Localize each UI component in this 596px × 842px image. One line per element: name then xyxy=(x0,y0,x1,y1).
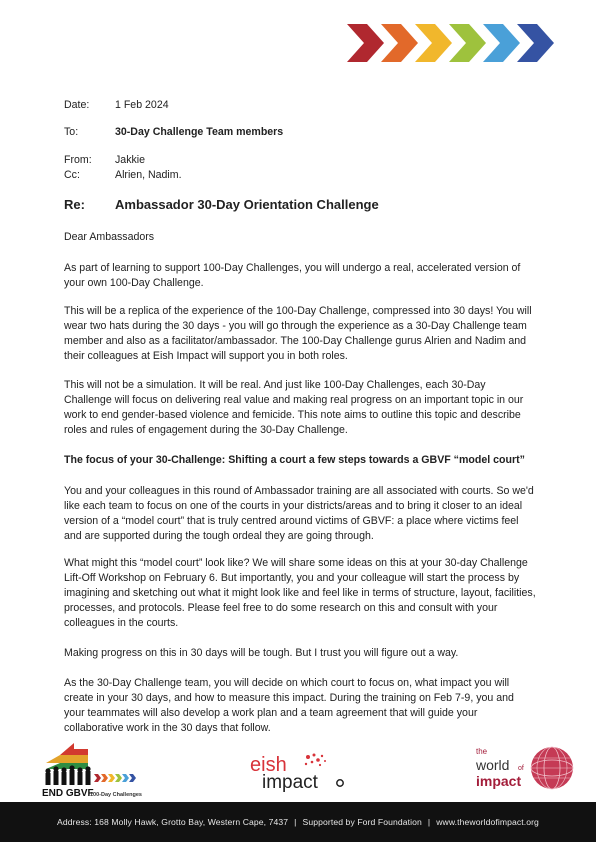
impact-text: impact xyxy=(262,772,318,793)
paragraph-6: Making progress on this in 30 days will be tough. But I trust you will figure out a way. xyxy=(64,647,459,659)
memo-re-row xyxy=(64,198,544,212)
end-gbvf-subtext: 100-Day Challenges xyxy=(90,792,142,798)
footer-address: Address: 168 Molly Hawk, Grotto Bay, Western Cape, 7437 xyxy=(57,817,289,827)
memo-date-row xyxy=(64,98,544,112)
memo-to-row xyxy=(64,125,544,139)
world-of-impact-logo xyxy=(472,744,576,796)
chevron-yellow xyxy=(415,24,452,62)
to-label: To: xyxy=(64,126,79,138)
footer-website: www.theworldofimpact.org xyxy=(436,817,539,827)
date-value: 1 Feb 2024 xyxy=(115,99,169,111)
chevron-green xyxy=(449,24,486,62)
cc-label: Cc: xyxy=(64,169,80,181)
cc-value: Alrien, Nadim. xyxy=(115,169,182,181)
footer-separator-2: | xyxy=(427,817,431,827)
paragraph-3: This will not be a simulation. It will be real. And just like 100-Day Challenges, each 30-Day Challenge will focus on delivering real value and making real progress on an important topic in our work to end gender-based violence and femicide. This note aims to outline this topic and describe roles and rules of engagement during the 30-Day Challenge. xyxy=(64,379,524,436)
paragraph-1: As part of learning to support 100-Day Challenges, you will undergo a real, accelerated version of your own 100-Day Challenge. xyxy=(64,262,521,289)
chevron-blue xyxy=(483,24,520,62)
globe-icon xyxy=(531,747,573,789)
world-of-text: of xyxy=(518,765,524,772)
memo-cc-row xyxy=(64,168,544,182)
salutation: Dear Ambassadors xyxy=(64,231,155,243)
world-impact-text: impact xyxy=(476,773,522,789)
memo-from-row xyxy=(64,153,544,167)
chevron-orange xyxy=(381,24,418,62)
re-value: Ambassador 30-Day Orientation Challenge xyxy=(115,197,379,212)
date-label: Date: xyxy=(64,99,90,111)
re-label: Re: xyxy=(64,197,85,212)
chevron-navy xyxy=(517,24,554,62)
paragraph-7: As the 30-Day Challenge team, you will decide on which court to focus on, what impact you will create in your 30 days, and how to measure this impact. During the training on Feb 7-9, you and your teammates will also develop a work plan and a team agreement that will guide your collaborative work in the 30 days that follow. xyxy=(64,677,514,734)
to-value: 30-Day Challenge Team members xyxy=(115,126,284,138)
paragraph-5: What might this “model court” look like? We will share some ideas on this at your 30-day Challenge Lift-Off Workshop on February 6. But importantly, you and your colleague will start the process by imagining and sketching out what it might look like and feel like in terms of structure, layout, facilities, processes, and protocols. Please feel free to do some research on this and consult with your colleagues in the courts. xyxy=(64,557,536,629)
section-heading: The focus of your 30-Challenge: Shifting a court a few steps towards a GBVF “model court” xyxy=(64,454,525,466)
eish-impact-logo xyxy=(246,751,350,793)
from-value: Jakkie xyxy=(115,154,146,166)
paragraph-2: This will be a replica of the experience of the 100-Day Challenge, compressed into 30 days! You will wear two hats during the 30 days - you will go through the experience as a 30-Day Challenge team member and also as a facilitator/ambassador. The 100-Day Challenge gurus Alrien and Nadim and their colleagues at Eish Impact will support you in both roles. xyxy=(64,305,532,362)
eish-text: eish xyxy=(250,754,287,776)
world-the-text: the xyxy=(476,747,488,756)
from-label: From: xyxy=(64,154,92,166)
footer-support: Supported by Ford Foundation xyxy=(302,817,422,827)
paragraph-4: You and your colleagues in this round of Ambassador training are all associated with courts. So we'd like each team to focus on one of the courts in your districts/areas and to bring it closer to an ideal version of a “model court” that is truly centred around victims of GBVF: a place where victims feel and are supported during the tough ordeal they are going through. xyxy=(64,485,534,542)
footer-bar xyxy=(0,802,596,842)
end-gbvf-text: END GBVF xyxy=(42,788,94,799)
footer-separator: | xyxy=(294,817,297,827)
chevron-red xyxy=(347,24,384,62)
brand-chevrons xyxy=(347,24,557,62)
world-world-text: world xyxy=(476,757,510,773)
end-gbvf-logo xyxy=(40,743,165,799)
